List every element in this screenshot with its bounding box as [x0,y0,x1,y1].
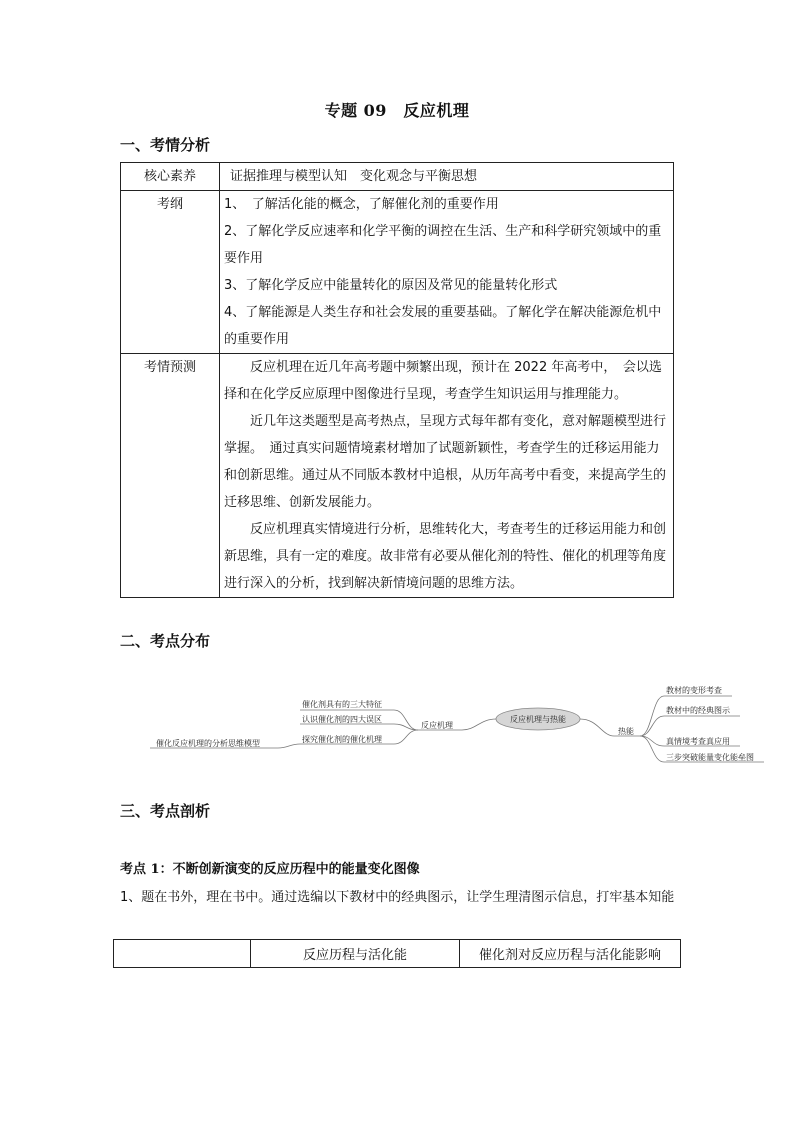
mindmap-right-item: 教材中的经典图示 [666,706,730,715]
mindmap-left-branch: 反应机理 [421,721,453,730]
forecast-paragraph: 反应机理真实情境进行分析，思维转化大，考查考生的迁移运用能力和创新思维，具有一定的难度。故非常有必要从催化剂的特性、催化的机理等角度进行深入的分析，找到解决新情境问题的思维方法。 [224,522,667,591]
mindmap-left-item: 探究催化剂的催化机理 [302,735,382,744]
section-heading-3: 三、考点剖析 [120,802,211,820]
syllabus-item: 1、 了解活化能的概念，了解催化剂的重要作用 [224,197,499,212]
key-point-text: 1、题在书外，理在书中。通过选编以下教材中的经典图示，让学生理清图示信息，打牢基本知能 [120,890,675,905]
forecast-paragraph: 反应机理在近几年高考题中频繁出现，预计在 2022 年高考中， 会以选择和在化学反应原理中图像进行呈现，考查学生知识运用与推理能力。 [224,360,662,402]
mindmap-left-item: 催化剂具有的三大特征 [302,700,382,709]
section-heading-1: 一、考情分析 [120,136,211,154]
topic-mindmap [140,672,770,772]
syllabus-item: 4、了解能源是人类生存和社会发展的重要基础。了解化学在解决能源危机中的重要作用 [224,305,662,347]
table-header-cell: 反应历程与活化能 [251,940,460,968]
forecast-cell [220,354,674,598]
analysis-table [120,162,674,598]
core-literacy-cell [220,163,674,191]
mindmap-right-item: 三步突破能量变化能垒图 [666,753,754,762]
table-header-cell: 催化剂对反应历程与活化能影响 [460,940,681,968]
row-label: 考情预测 [121,354,220,598]
row-label: 核心素养 [121,163,220,191]
row-label: 考纲 [121,191,220,354]
table-cell [114,940,251,968]
mindmap-right-branch: 热能 [618,727,634,736]
mindmap-left-item: 认识催化剂的四大误区 [302,715,382,724]
section-heading-2: 二、考点分布 [120,632,211,650]
mindmap-far-left-item: 催化反应机理的分析思维模型 [156,739,260,748]
syllabus-cell [220,191,674,354]
table-row [121,354,674,598]
connector-line [640,716,740,736]
core-literacy-text: 证据推理与模型认知 变化观念与平衡思想 [230,169,478,184]
page-title: 专题 09 反应机理 [324,101,470,120]
table-row [114,940,681,968]
table-row [121,163,674,191]
syllabus-item: 2、了解化学反应速率和化学平衡的调控在生活、生产和科学研究领域中的重要作用 [224,224,662,266]
key-point-title: 考点 1：不断创新演变的反应历程中的能量变化图像 [120,862,420,877]
table-row [121,191,674,354]
mindmap-right-item: 教材的变形考查 [666,686,722,695]
forecast-paragraph: 近几年这类题型是高考热点，呈现方式每年都有变化，意对解题模型进行掌握。 通过真实问题情境素材增加了试题新颖性，考查学生的迁移运用能力和创新思维。通过从不同版本教材中追根，从历年高考中看变，来提高学生的迁移思维、创新发展能力。 [224,414,667,510]
syllabus-item: 3、了解化学反应中能量转化的原因及常见的能量转化形式 [224,278,558,293]
mindmap-right-item: 真情境考查真应用 [666,737,730,746]
comparison-table [113,939,681,968]
mindmap-center-label: 反应机理与热能 [510,715,566,724]
connector-line [300,724,418,730]
